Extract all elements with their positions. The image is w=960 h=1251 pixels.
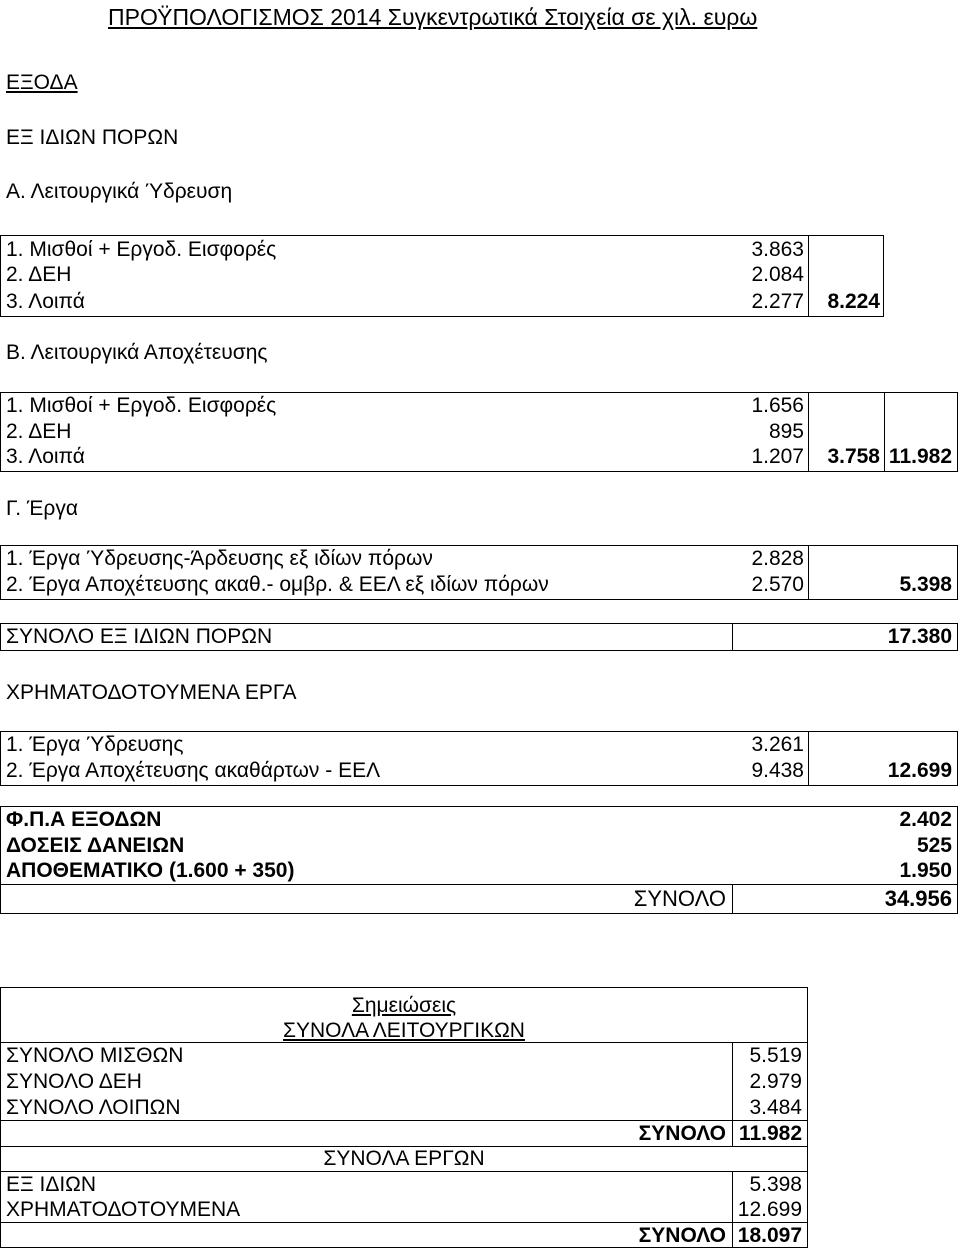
total-own-label: ΣΥΝΟΛΟ ΕΞ ΙΔΙΩΝ ΠΟΡΩΝ [6,625,273,648]
section-b-divider-1 [808,392,809,472]
funded-subtotal: 12.699 [887,759,952,782]
notes-funded-label: ΧΡΗΜΑΤΟΔΟΤΟΥΜΕΝΑ [6,1198,241,1221]
grand-total-divider [732,884,733,914]
funded-row-1-value: 3.261 [751,733,804,756]
notes-funded-value: 12.699 [737,1198,802,1221]
notes-title: Σημειώσεις [351,994,457,1017]
section-b-divider-2 [884,392,885,472]
funded-row-2-label: 2. Έργα Αποχέτευσης ακαθάρτων - ΕΕΛ [6,759,381,782]
section-a-divider [808,235,809,317]
section-b-row-1-value: 1.656 [751,394,804,417]
section-g-divider [808,545,809,600]
funded-row-1-label: 1. Έργα Ύδρευσης [6,733,184,756]
notes-dei-value: 2.979 [749,1070,802,1093]
notes-works-divider [732,1171,733,1248]
funded-divider [808,731,809,786]
reserve-value: 1.950 [899,859,952,882]
notes-salaries-value: 5.519 [749,1044,802,1067]
notes-own-label: ΕΞ ΙΔΙΩΝ [6,1173,97,1196]
section-g-row-2-label: 2. Έργα Αποχέτευσης ακαθ.- ομβρ. & ΕΕΛ εξ ιδίων πόρων [6,573,549,596]
heading-exoda: ΕΞΟΔΑ [6,71,78,94]
section-b-row-2-label: 2. ΔΕΗ [6,420,72,443]
vat-label: Φ.Π.Α ΕΞΟΔΩΝ [6,808,162,831]
total-own-value: 17.380 [887,625,952,648]
notes-dei-label: ΣΥΝΟΛΟ ΔΕΗ [6,1070,142,1093]
section-a-subtotal: 8.224 [827,290,880,313]
loan-installments-value: 525 [916,834,952,857]
notes-salaries-label: ΣΥΝΟΛΟ ΜΙΣΘΩΝ [6,1044,184,1067]
notes-works-total-label: ΣΥΝΟΛΟ [638,1224,726,1247]
total-own-divider [732,623,733,651]
notes-operating-total-value: 11.982 [738,1122,802,1145]
section-b-subtotal: 3.758 [827,445,880,468]
notes-operating-total-label: ΣΥΝΟΛΟ [638,1122,726,1145]
loan-installments-label: ΔΟΣΕΙΣ ΔΑΝΕΙΩΝ [6,834,185,857]
grand-total-separator [0,884,958,885]
section-g-row-2-value: 2.570 [751,573,804,596]
section-a-row-2-value: 2.084 [751,263,804,286]
reserve-label: ΑΠΟΘΕΜΑΤΙΚΟ (1.600 + 350) [6,859,295,882]
vat-value: 2.402 [899,808,952,831]
section-a-row-2-label: 2. ΔΕΗ [6,263,72,286]
notes-other-value: 3.484 [749,1096,802,1119]
section-a-title: Α. Λειτουργικά Ύδρευση [6,180,233,203]
section-b-row-3-value: 1.207 [751,445,804,468]
notes-works-top-line [0,1171,808,1172]
notes-operating-divider [732,1042,733,1146]
notes-own-value: 5.398 [749,1173,802,1196]
heading-ex-idion-poron: ΕΞ ΙΔΙΩΝ ΠΟΡΩΝ [6,126,179,149]
notes-operating-title: ΣΥΝΟΛΑ ΛΕΙΤΟΥΡΓΙΚΩΝ [283,1019,525,1042]
grand-total-label: ΣΥΝΟΛΟ [633,886,726,911]
notes-works-total-value: 18.097 [737,1224,802,1247]
section-a-row-3-label: 3. Λοιπά [6,290,85,313]
operating-total: 11.982 [888,445,952,468]
section-a-row-1-value: 3.863 [751,238,804,261]
section-a-row-1-label: 1. Μισθοί + Εργοδ. Εισφορές [6,238,277,261]
section-b-row-1-label: 1. Μισθοί + Εργοδ. Εισφορές [6,394,277,417]
section-g-subtotal: 5.398 [899,573,952,596]
section-g-title: Γ. Έργα [6,497,78,520]
section-b-row-3-label: 3. Λοιπά [6,445,85,468]
funded-row-2-value: 9.438 [751,759,804,782]
section-a-row-3-value: 2.277 [751,290,804,313]
funded-title: ΧΡΗΜΑΤΟΔΟΤΟΥΜΕΝΑ ΕΡΓΑ [6,681,297,704]
notes-other-label: ΣΥΝΟΛΟ ΛΟΙΠΩΝ [6,1096,181,1119]
section-g-row-1-value: 2.828 [751,547,804,570]
grand-total-value: 34.956 [884,886,952,911]
section-g-row-1-label: 1. Έργα Ύδρευσης-Άρδευσης εξ ιδίων πόρων [6,547,433,570]
section-b-row-2-value: 895 [768,420,804,443]
page-title: ΠΡΟΫΠΟΛΟΓΙΣΜΟΣ 2014 Συγκεντρωτικά Στοιχεία σε χιλ. ευρω [108,4,758,30]
section-b-title: Β. Λειτουργικά Αποχέτευσης [6,341,268,364]
notes-works-title: ΣΥΝΟΛΑ ΕΡΓΩΝ [323,1147,485,1170]
